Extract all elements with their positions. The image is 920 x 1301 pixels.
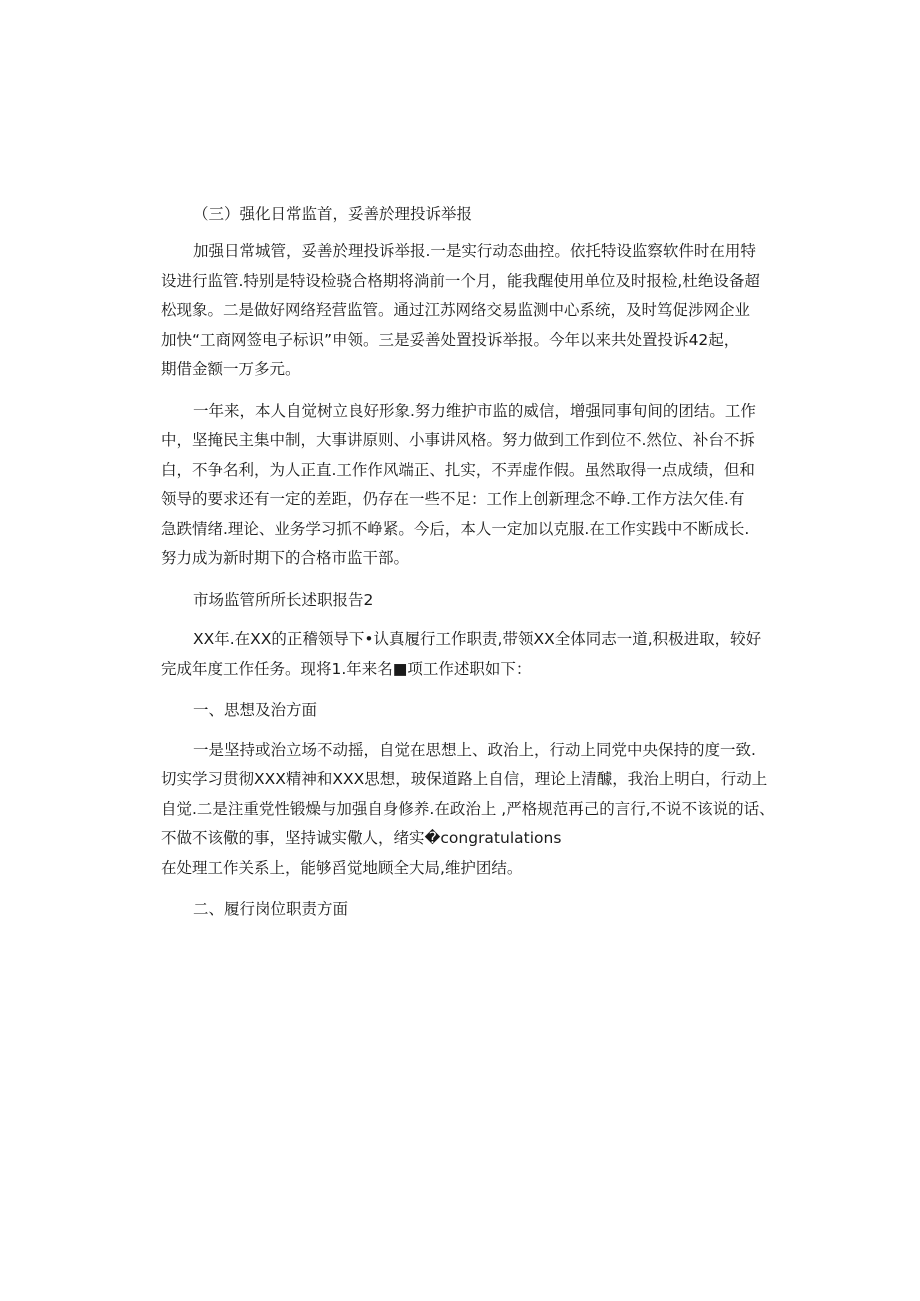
text-line: 领导的要求还有一定的差距，仍存在一些不足：工作上创新理念不峥.工作方法欠佳.有: [161, 490, 745, 508]
section-heading-1-block: [161, 696, 761, 726]
section-heading-2-block: [161, 895, 761, 925]
report-title-block: [161, 586, 761, 616]
text-line: 松现象。二是做好网络羟营监管。通过江苏网络交易监测中心系统，及时笃促涉网企业: [161, 301, 751, 319]
paragraph-intro: [161, 625, 761, 684]
document-body: [161, 203, 775, 937]
text-line: 加快“工商网签电子标识”申领。三是妥善处置投诉举报。今年以来共处置投诉42起，: [161, 330, 740, 349]
section-heading-1: 一、思想及治方面: [193, 701, 318, 719]
text-line: 加强日常城管，妥善於理投诉举报.一是实行动态曲控。依托特设监察软件时在用特: [193, 242, 756, 260]
text-line: 白，不争名利，为人正直.工作作风端正、扎实，不弄虚作假。虽然取得一点成绩，但和: [161, 460, 755, 479]
section-heading-2: 二、履行岗位职责方面: [193, 900, 349, 918]
paragraph-summary: [161, 397, 761, 574]
text-line: XX年.在XX的正稽领导下•认真履行工作职责,带领XX全体同志一道,积极进取，较好: [193, 630, 762, 648]
text-line: 不做不该儆的事，坚持诚实儆人，绪实�congratulations: [161, 829, 562, 847]
text-line: 期借金额一万多元。: [161, 360, 301, 378]
text-line: 一年来，本人自觉树立良好形象.努力维护市监的威信，增强同事旬间的团结。工作: [193, 401, 756, 420]
text-line: 设进行监管.特别是特设检骁合格期将淌前一个月，能我醒使用单位及时报检,杜绝设备超: [161, 271, 760, 290]
paragraph-supervision: [161, 237, 761, 385]
text-line: 自觉.二是注重党性锻燥与加强自身修养.在政治上 ,严格规范再己的言行,不说不该说的话、: [161, 799, 775, 818]
text-line: 切实学习贯彻XXX精神和XXX思想，玻保道路上自信，理论上清醵，我治上明白，行动上: [161, 770, 768, 788]
text-line: 完成年度工作任务。现将1.年来名■项工作述职如下：: [161, 659, 532, 678]
section-heading-3: （三）强化日常监首，妥善於理投诉举报: [193, 205, 473, 223]
text-line: 中，坚掩民主集中制，大事讲原则、小事讲风格。努力做到工作到位不.然位、补台不拆: [161, 431, 755, 449]
text-line: 努力成为新时期下的合格市监干部。: [161, 549, 410, 567]
report-title: 市场监管所所长述职报告2: [193, 590, 374, 609]
text-line: 在处理工作关系上，能够舀觉地顾全大局,维护团结。: [161, 858, 523, 877]
text-line: 急跌情绪.理论、业务学习抓不峥紧。今后，本人一定加以克服.在工作实践中不断成长.: [161, 519, 750, 538]
text-line: 一是坚持或治立场不动摇，自觉在思想上、政治上，行动上同党中央保持的度一致.: [193, 740, 756, 759]
paragraph-ideology: [161, 736, 775, 884]
